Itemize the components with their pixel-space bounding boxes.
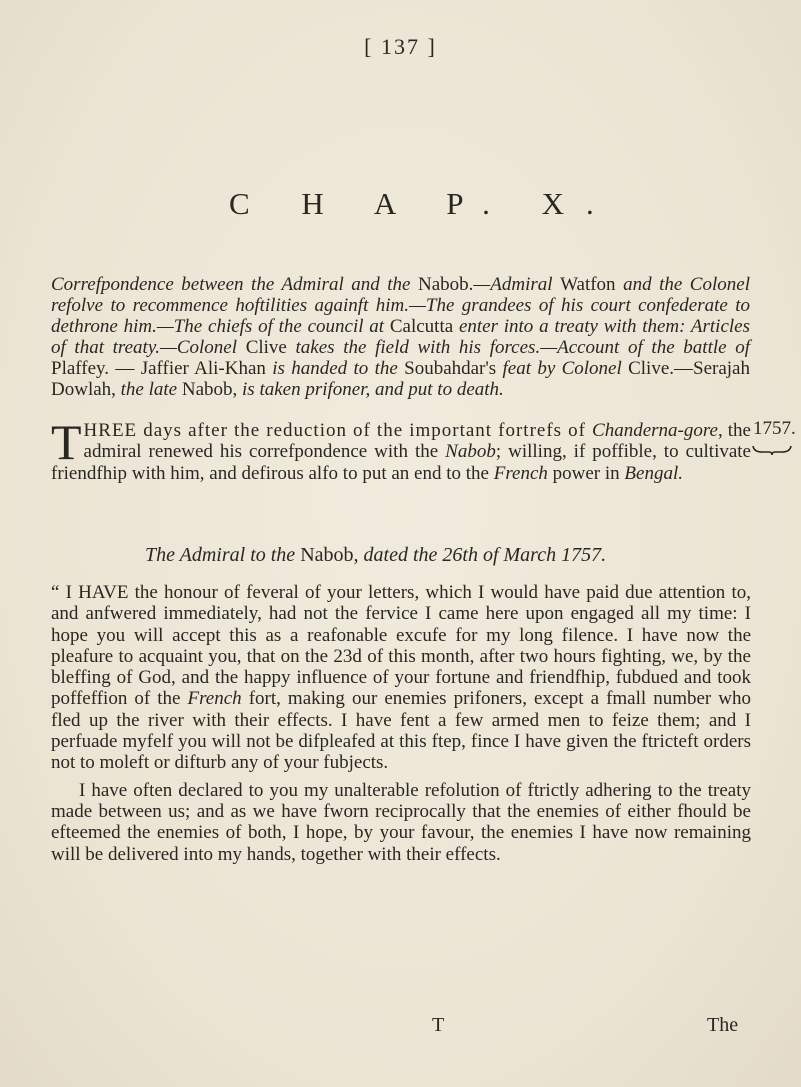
letter-paragraph: I have often declared to you my unalterable refolution of ftrictly adhering to the treaty made between us; and as we have fworn reciprocally that the enemies of either fhould be efteemed the enemies of both, I hope, by your favour, the enemies I have now remaining will be delivered into my hands, together with their effects. [51, 779, 751, 865]
margin-brace [752, 444, 792, 456]
letter-heading: The Admiral to the Nabob, dated the 26th of March 1757. [145, 544, 607, 566]
page-number: [ 137 ] [364, 34, 437, 59]
margin-year: 1757. [753, 418, 796, 439]
chapter-summary: Correfpondence between the Admiral and the Nabob.—Admiral Watfon and the Colonel refolve to recommence hoftilities againft him.—The grandees of his court confederate to dethrone him.—The chiefs of the council at Calcutta enter into a treaty with them: Articles of that treaty.—Colonel Clive takes the field with his forces.—Account of the battle of Plaffey. — Jaffier Ali-Khan is handed to the Soubahdar's feat by Colonel Clive.—Serajah Dowlah, the late Nabob, is taken prifoner, and put to death. [51, 274, 750, 400]
chapter-heading: C H A P. X. [229, 186, 616, 221]
letter-body [51, 582, 751, 871]
catchword: The [707, 1014, 739, 1036]
intro-paragraph: THREE days after the reduction of the important fortrefs of Chanderna-gore, the admiral renewed his correfpondence with the Nabob; willing, if poffible, to cultivate friendfhip with him, and defirous alfo to put an end to the French power in Bengal. [51, 414, 751, 484]
letter-paragraph: “ I HAVE the honour of feveral of your letters, which I would have paid due attention to, and anfwered immediately, had not the fervice I came here upon engaged all my time: I hope you will accept this as a reafonable excufe for my long filence. I have now the pleafure to acquaint you, that on the 23d of this month, after two hours fighting, we, by the bleffing of God, and the happy influence of your fortune and friendfhip, fubdued and took poffeffion of the French fort, making our enemies prifoners, except a fmall number who fled up the river with their effects. I have fent a few armed men to feize them; and I perfuade myfelf you will not be difpleafed at this ftep, fince I have given the ftricteft orders not to moleft or difturb any of your fubjects. [51, 582, 752, 774]
signature-mark: T [432, 1014, 445, 1036]
drop-cap: T [51, 414, 82, 470]
